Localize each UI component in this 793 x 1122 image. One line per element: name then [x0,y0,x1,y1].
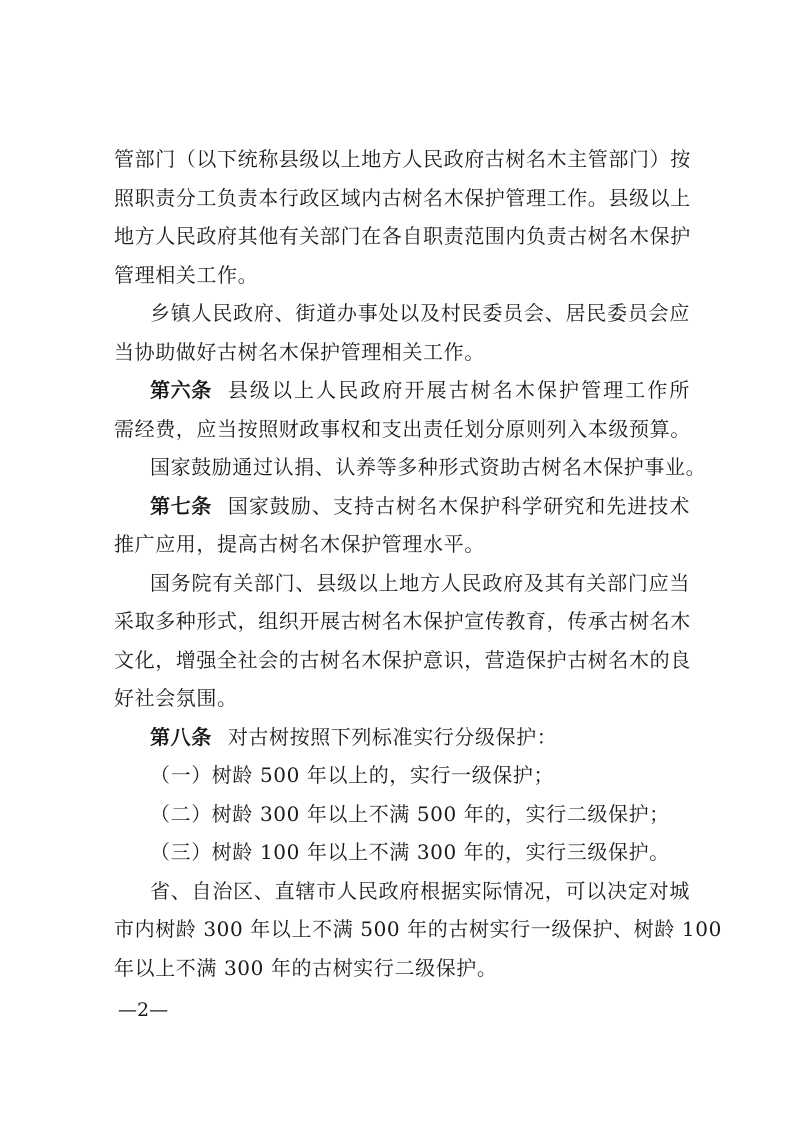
text-line: 当协助做好古树名木保护管理相关工作。 [114,339,485,364]
text-line: 地方人民政府其他有关部门在各自职责范围内负责古树名木保护 [114,224,691,248]
text-line: 国家鼓励、支持古树名木保护科学研究和先进技术 [227,493,690,518]
list-item: （二）树龄 300 年以上不满 500 年的，实行二级保护； [150,801,670,826]
article-8-heading: 第八条 [150,724,212,749]
text-line: 管部门（以下统称县级以上地方人民政府古树名木主管部门）按 [114,147,691,171]
text-line: 市内树龄 300 年以上不满 500 年的古树实行一级保护、树龄 100 [114,917,722,941]
list-item: （三）树龄 100 年以上不满 300 年的，实行三级保护。 [150,840,670,864]
article-7-line [114,487,690,526]
page-number: —2— [118,999,169,1021]
text-line: 推广应用，提高古树名木保护管理水平。 [114,532,485,556]
article-6-line [114,371,690,410]
text-line: 年以上不满 300 年的古树实行二级保护。 [114,955,498,980]
text-line: 国家鼓励通过认捐、认养等多种形式资助古树名木保护事业。 [150,455,707,479]
text-line: 需经费，应当按照财政事权和支出责任划分原则列入本级预算。 [114,416,691,441]
text-line: 对古树按照下列标准实行分级保护： [227,724,558,749]
text-line: 县级以上人民政府开展古树名木保护管理工作所 [227,378,690,402]
text-line: 采取多种形式，组织开展古树名木保护宣传教育，传承古树名木 [114,609,691,633]
text-line: 国务院有关部门、县级以上地方人民政府及其有关部门应当 [150,570,690,595]
article-6-heading: 第六条 [150,378,212,402]
text-line: 照职责分工负责本行政区域内古树名木保护管理工作。县级以上 [114,185,691,210]
document-body [114,140,722,987]
text-line: 好社会氛围。 [114,686,238,710]
text-line: 文化，增强全社会的古树名木保护意识，营造保护古树名木的良 [114,647,691,672]
text-line: 省、自治区、直辖市人民政府根据实际情况，可以决定对城 [150,878,690,903]
text-line: 乡镇人民政府、街道办事处以及村民委员会、居民委员会应 [150,301,690,325]
article-8-line [114,718,690,757]
list-item: （一）树龄 500 年以上的，实行一级保护； [150,763,555,787]
article-7-heading: 第七条 [150,493,212,518]
text-line: 管理相关工作。 [114,262,259,287]
